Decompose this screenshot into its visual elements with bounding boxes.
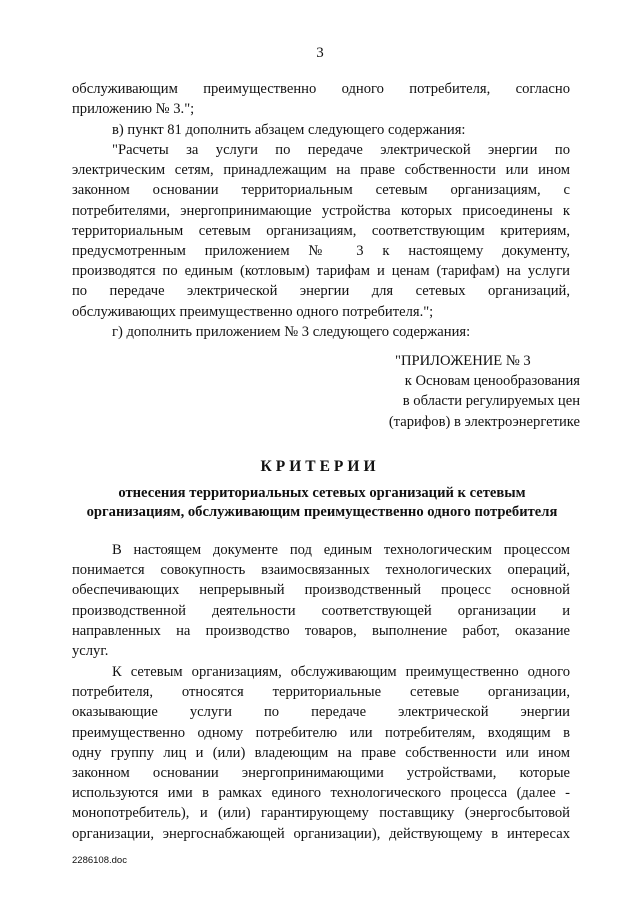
paragraph-criteria <box>72 662 570 844</box>
appendix-line: (тарифов) в электроэнергетике <box>388 413 580 430</box>
text-line: производственной деятельности соответствующей организации и <box>72 602 570 619</box>
subheading-line: отнесения территориальных сетевых организаций к сетевым <box>118 485 526 501</box>
text-line: преимущественно одному потребителю или потребителям, входящим в <box>72 724 570 741</box>
text-line: территориальным сетевым организациям, соответствующим критериям, <box>72 222 570 239</box>
text-line: обслуживающим преимущественно одного потребителя, согласно <box>72 81 570 97</box>
text-line: обслуживающих преимущественно одного потребителя."; <box>72 303 434 320</box>
text-line: законном основании энергопринимающими устройствами, которые <box>72 765 570 782</box>
text-line: "Расчеты за услуги по передаче электрической энергии по <box>112 142 570 158</box>
appendix-header <box>340 351 580 432</box>
text-line: используются ими в рамках единого технологического процесса (далее - <box>72 785 570 802</box>
paragraph-definition <box>72 540 570 661</box>
appendix-line: к Основам ценообразования <box>404 373 580 390</box>
appendix-title: "ПРИЛОЖЕНИЕ № 3 <box>395 353 531 369</box>
page-number: 3 <box>316 45 324 61</box>
document-filename: 2286108.doc <box>72 855 127 866</box>
text-line: г) дополнить приложением № 3 следующего содержания: <box>112 324 471 340</box>
section-heading: КРИТЕРИИ <box>260 458 380 475</box>
text-line: оказывающие услуги по передаче электрической энергии <box>72 704 570 721</box>
text-line: одну группу лиц и (или) владеющим на праве собственности или ином <box>72 744 570 761</box>
text-line: организации, энергоснабжающей организации), действующему в интересах <box>72 825 570 842</box>
subheading-line: организациям, обслуживающим преимущественно одного потребителя <box>86 503 558 520</box>
text-line: приложению № 3."; <box>72 101 195 118</box>
text-line: электрическим сетям, принадлежащим на праве собственности или ином <box>72 162 570 179</box>
item-v <box>112 120 572 140</box>
text-line: обеспечивающих непрерывный производственный процесс основной <box>72 582 570 599</box>
quoted-paragraph <box>72 140 570 322</box>
text-line: монопотребитель), и (или) гарантирующему поставщику (энергосбытовой <box>72 805 570 822</box>
paragraph-continuation <box>72 79 570 119</box>
text-line: производятся по единым (котловым) тарифам и ценам (тарифам) на услуги <box>72 263 570 280</box>
item-g <box>112 322 572 342</box>
section-subheading <box>72 484 572 521</box>
text-line: законном основании территориальным сетевым организациям, с <box>72 182 570 199</box>
text-line: В настоящем документе под единым технологическим процессом <box>112 542 570 558</box>
text-line: потребителя, относятся территориальные сетевые организации, <box>72 684 570 701</box>
text-line: понимается совокупность взаимосвязанных технологических операций, <box>72 562 570 579</box>
text-line: предусмотренным приложением № 3 к настоящему документу, <box>72 243 570 260</box>
text-line: потребителями, энергопринимающие устройства которых присоединены к <box>72 202 570 219</box>
text-line: по передаче электрической энергии для сетевых организаций, <box>72 283 570 300</box>
text-line: услуг. <box>72 643 109 660</box>
text-line: направленных на производство товаров, выполнение работ, оказание <box>72 622 570 639</box>
text-line: в) пункт 81 дополнить абзацем следующего содержания: <box>112 122 466 138</box>
text-line: К сетевым организациям, обслуживающим преимущественно одного <box>112 664 570 680</box>
appendix-line: в области регулируемых цен <box>402 393 580 410</box>
